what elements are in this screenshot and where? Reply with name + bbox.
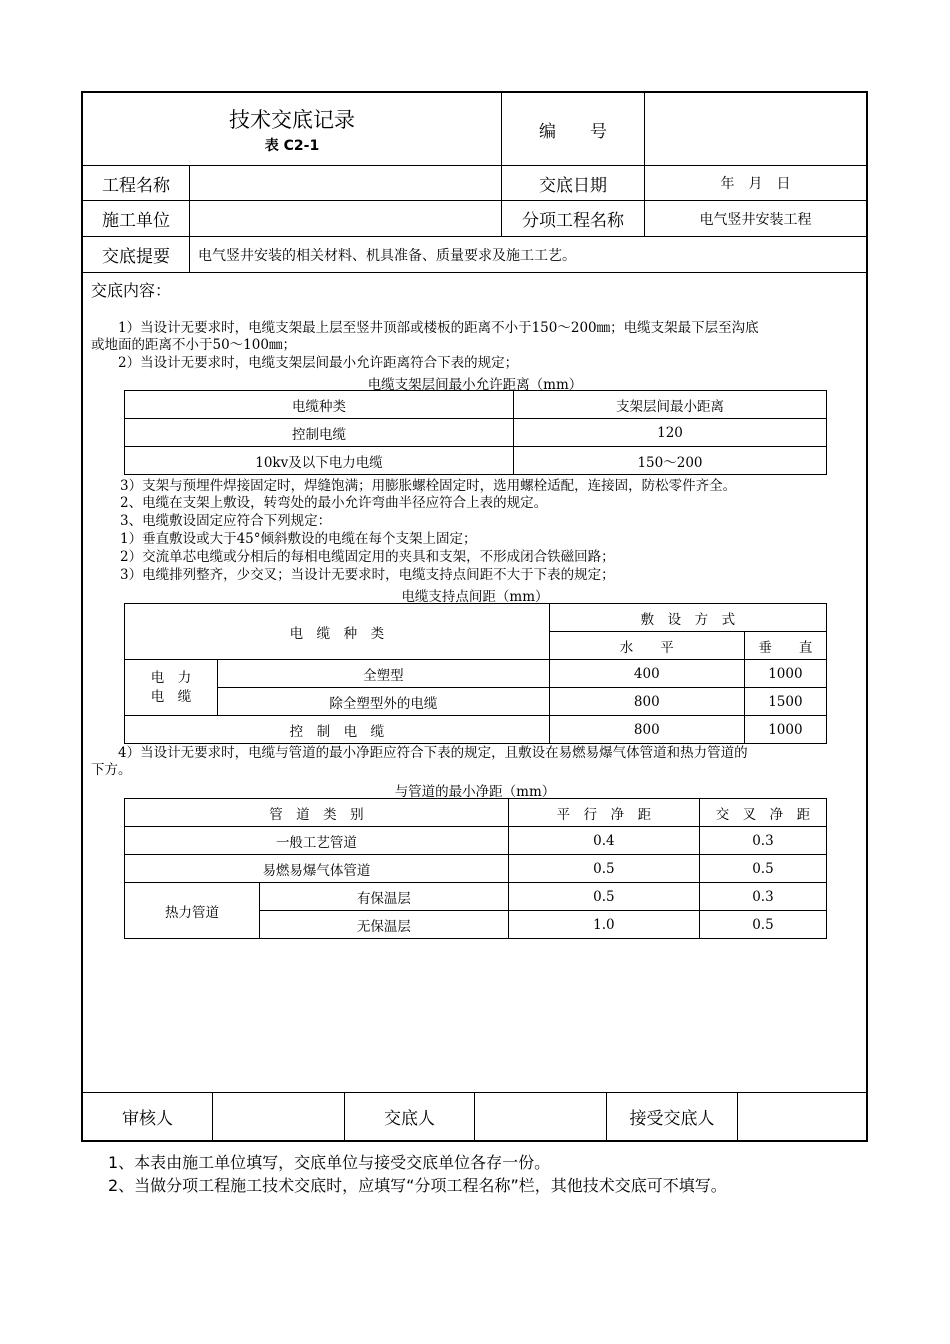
table-caption: 与管道的最小净距（mm） (394, 784, 556, 800)
table-cell: 0.5 (699, 911, 826, 939)
table-cell: 0.5 (508, 883, 699, 911)
table-cell: 0.4 (508, 827, 699, 855)
power-cable-line: 电 力 (150, 669, 192, 686)
table-cell: 无保温层 (260, 911, 509, 939)
table-cell: 有保温层 (260, 883, 509, 911)
grid-line (81, 272, 868, 273)
table-header: 敷 设 方 式 (549, 604, 826, 632)
spacing-table (124, 390, 827, 475)
date-field[interactable]: 年 月 日 (720, 176, 791, 192)
power-cable-line: 电 缆 (150, 688, 192, 705)
unit-label: 施工单位 (102, 211, 170, 231)
table-cell: 400 (549, 660, 744, 688)
support-spacing-table (124, 603, 827, 744)
table-header: 电缆种类 (125, 391, 514, 419)
table-header: 管 道 类 别 (125, 799, 509, 827)
paragraph: 1）垂直敷设或大于45°倾斜敷设的电缆在每个支架上固定； (120, 531, 477, 547)
table-caption: 电缆支持点间距（mm） (401, 589, 549, 605)
table-header: 平 行 净 距 (508, 799, 699, 827)
content-heading: 交底内容： (91, 281, 172, 300)
table-cell: 全塑型 (218, 660, 550, 688)
table-cell: 10kv及以下电力电缆 (125, 447, 514, 475)
table-cell: 热力管道 (125, 883, 260, 939)
paragraph: 3）电缆排列整齐，少交叉；当设计无要求时，电缆支持点间距不大于下表的规定； (120, 567, 615, 583)
table-cell: 1000 (744, 660, 826, 688)
table-cell (125, 660, 218, 716)
reviewer-field[interactable] (213, 1093, 344, 1140)
number-label: 编 号 (539, 121, 607, 142)
table-cell: 一般工艺管道 (125, 827, 509, 855)
project-name-label: 工程名称 (102, 175, 170, 196)
paragraph: 2）当设计无要求时，电缆支架层间最小允许距离符合下表的规定； (118, 355, 519, 371)
table-cell: 150～200 (514, 447, 827, 475)
paragraph: 2、电缆在支架上敷设，转弯处的最小允许弯曲半径应符合上表的规定。 (120, 495, 548, 511)
sub-project-field[interactable]: 电气竖井安装工程 (699, 211, 812, 228)
table-cell: 1.0 (508, 911, 699, 939)
table-header: 电 缆 种 类 (125, 604, 550, 660)
table-cell: 控 制 电 缆 (125, 716, 550, 744)
paragraph: 下方。 (91, 762, 132, 778)
table-cell: 易燃易爆气体管道 (125, 855, 509, 883)
paragraph: 3）支架与预埋件焊接固定时，焊缝饱满；用膨胀螺栓固定时，选用螺栓适配，连接固，防松零件齐全。 (120, 478, 737, 494)
table-cell: 1500 (744, 688, 826, 716)
table-cell: 0.5 (699, 855, 826, 883)
number-field[interactable] (645, 93, 866, 165)
receiver-label: 接受交底人 (629, 1109, 715, 1129)
discloser-label: 交底人 (384, 1109, 435, 1129)
receiver-field[interactable] (738, 1093, 866, 1140)
pipe-distance-table (124, 798, 827, 939)
note: 1、本表由施工单位填写，交底单位与接受交底单位各存一份。 (108, 1153, 551, 1172)
table-header: 交 叉 净 距 (699, 799, 826, 827)
form-code: 表 C2-1 (264, 138, 320, 154)
note: 2、当做分项工程施工技术交底时，应填写“分项工程名称”栏，其他技术交底可不填写。 (108, 1176, 727, 1195)
table-cell: 0.3 (699, 827, 826, 855)
reviewer-label: 审核人 (122, 1109, 173, 1129)
summary-label: 交底提要 (102, 247, 170, 267)
table-cell: 800 (549, 716, 744, 744)
discloser-field[interactable] (475, 1093, 606, 1140)
table-cell: 120 (514, 419, 827, 447)
table-cell: 控制电缆 (125, 419, 514, 447)
table-header: 水 平 (549, 632, 744, 660)
table-caption: 电缆支架层间最小允许距离（mm） (367, 377, 583, 393)
sub-project-label: 分项工程名称 (522, 211, 624, 231)
paragraph: 1）当设计无要求时，电缆支架最上层至竖井顶部或楼板的距离不小于150～200㎜；电缆支架最下层至沟底 (118, 320, 759, 336)
table-header: 支架层间最小距离 (514, 391, 827, 419)
summary-field[interactable]: 电气竖井安装的相关材料、机具准备、质量要求及施工工艺。 (198, 247, 576, 264)
date-label: 交底日期 (539, 175, 607, 196)
paragraph: 3、电缆敷设固定应符合下列规定： (120, 513, 332, 529)
table-cell: 0.5 (508, 855, 699, 883)
form-title: 技术交底记录 (229, 108, 355, 132)
project-name-field[interactable] (190, 166, 501, 200)
table-cell: 1000 (744, 716, 826, 744)
table-cell: 800 (549, 688, 744, 716)
paragraph: 或地面的距离不小于50～100㎜； (91, 337, 296, 353)
paragraph: 2）交流单芯电缆或分相后的每相电缆固定用的夹具和支架，不形成闭合铁磁回路； (120, 549, 615, 565)
unit-field[interactable] (190, 201, 501, 236)
table-cell: 除全塑型外的电缆 (218, 688, 550, 716)
paragraph: 4）当设计无要求时，电缆与管道的最小净距应符合下表的规定，且敷设在易燃易爆气体管道和热力管道的 (118, 745, 748, 761)
table-header: 垂 直 (744, 632, 826, 660)
table-cell: 0.3 (699, 883, 826, 911)
